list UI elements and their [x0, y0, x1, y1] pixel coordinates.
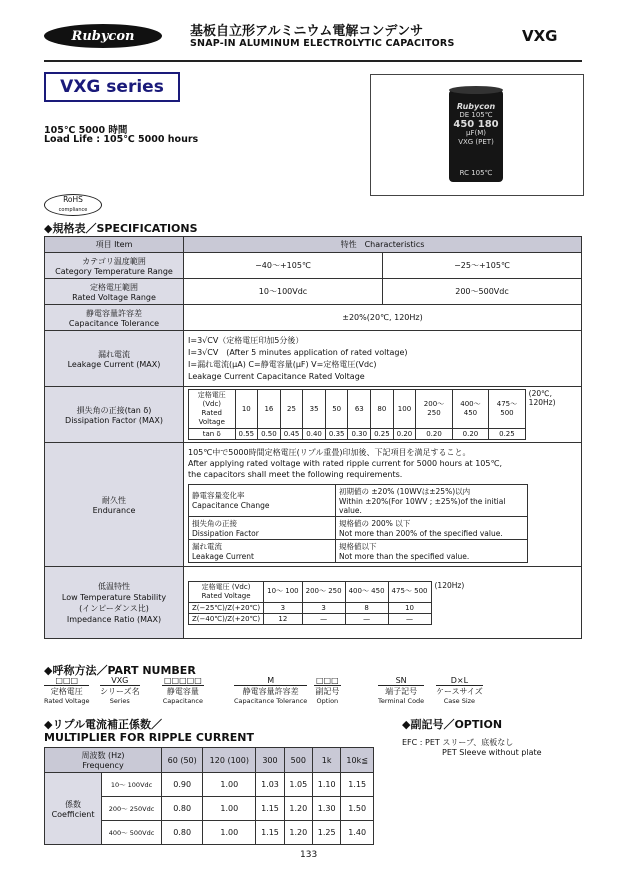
- endur-row: [189, 484, 528, 516]
- pn-code: VXG: [100, 676, 140, 686]
- cap-brand: Rubycon: [456, 102, 496, 111]
- pn-cell: [378, 676, 424, 705]
- ripple-value: 1.03: [256, 773, 284, 797]
- pn-code: □□□: [316, 676, 339, 685]
- endur-value-en: Not more than 200% of the specified value.: [339, 528, 503, 538]
- df-value: 0.35: [325, 429, 348, 440]
- row-tol-label: 静電容量許容差 Capacitance Tolerance: [45, 305, 184, 331]
- endur-item-jp: 静電容量変化率: [192, 491, 245, 500]
- lt-r2-value: —: [388, 613, 431, 624]
- cap-bottom: RC 105℃: [459, 169, 493, 177]
- endur-value-jp: 規格値以下: [339, 541, 377, 551]
- capacitor-top: [449, 86, 503, 94]
- endur-cell: [184, 443, 582, 567]
- load-life-en: Load Life : 105℃ 5000 hours: [44, 134, 199, 145]
- header-title-en: SNAP-IN ALUMINUM ELECTROLYTIC CAPACITORS: [190, 38, 455, 49]
- row-volt-label: 定格電圧範囲 Rated Voltage Range: [45, 279, 184, 305]
- pn-code: SN: [378, 676, 424, 686]
- ripple-value: 1.00: [203, 821, 256, 845]
- series-title: VXG series: [44, 72, 180, 102]
- row-df-label: 損失角の正接(tan δ) Dissipation Factor (MAX): [45, 387, 184, 443]
- lt-voltage: 475〜 500: [388, 581, 431, 602]
- lt-r2-label: Z(−40℃)/Z(+20℃): [189, 613, 264, 624]
- ripple-row: [45, 773, 374, 797]
- pn-code: □□□□□: [164, 676, 202, 685]
- lowtemp-cell: [184, 567, 582, 639]
- ripple-freq: 120 (100): [203, 748, 256, 773]
- df-voltage: 400〜 450: [452, 390, 488, 429]
- df-value: 0.20: [452, 429, 488, 440]
- lt-voltage: 10〜 100: [264, 581, 303, 602]
- ripple-range: 400〜 500Vdc: [102, 821, 162, 845]
- ripple-value: 1.15: [256, 797, 284, 821]
- ripple-title-1: ◆リプル電流補正係数／: [44, 718, 163, 731]
- temp-low: −40〜+105℃: [184, 253, 383, 279]
- ripple-freq: 300: [256, 748, 284, 773]
- endur-item-en: Leakage Current: [192, 551, 254, 561]
- lt-voltage: 200〜 250: [302, 581, 345, 602]
- cap-series: VXG (PET): [458, 138, 494, 146]
- ripple-value: 1.25: [312, 821, 340, 845]
- part-number-row: [44, 676, 484, 716]
- ripple-freq: 500: [284, 748, 312, 773]
- df-volt-label: 定格電圧 (Vdc) Rated Voltage: [189, 390, 236, 429]
- volt-low: 10〜100Vdc: [184, 279, 383, 305]
- ripple-value: 0.80: [162, 797, 203, 821]
- ripple-value: 1.30: [312, 797, 340, 821]
- df-value: 0.30: [348, 429, 371, 440]
- pn-cell: [314, 676, 341, 705]
- leak-value: I=3√CV（定格電圧印加5分後） I=3√CV (After 5 minutes application of rated voltage) I=漏れ電流(μA) C=静電容量(μF) V=定格電圧(Vdc) Leakage Current Capacitance Rated Voltage: [184, 331, 582, 387]
- df-voltage: 25: [280, 390, 303, 429]
- endur-value-en: Within ±20%(For 10WV ; ±25%)of the initial value.: [339, 496, 506, 515]
- ripple-title-2: MULTIPLIER FOR RIPPLE CURRENT: [44, 731, 255, 744]
- ripple-value: 0.90: [162, 773, 203, 797]
- ripple-freq: 10k≦: [341, 748, 374, 773]
- pn-cell: [44, 676, 89, 705]
- option-line-2: PET Sleeve without plate: [442, 748, 542, 757]
- endur-item-jp: 損失角の正接: [192, 518, 237, 528]
- df-voltage: 50: [325, 390, 348, 429]
- pn-label-en: Case Size: [443, 697, 476, 705]
- pn-label-jp: シリーズ名: [100, 687, 140, 696]
- tol-value: ±20%(20℃, 120Hz): [184, 305, 582, 331]
- lt-r1-value: 10: [388, 602, 431, 613]
- endur-item: [189, 484, 336, 516]
- df-tan-label: tan δ: [189, 429, 236, 440]
- option-line-1: EFC : PET スリーブ、底板なし: [402, 738, 514, 747]
- endur-table: [188, 484, 528, 563]
- option-block: [402, 716, 542, 757]
- header-divider: [44, 60, 582, 62]
- capacitor-image: [449, 90, 503, 182]
- endur-text: 105℃中で5000時間定格電圧(リプル重畳)印加後、下記項目を満足すること。 After applying rated voltage with rated ripple current for 5000 hours at 105℃, the capacitors shall meet the following requirements.: [188, 447, 502, 479]
- endur-value: [336, 484, 528, 516]
- lt-r1-label: Z(−25℃)/Z(+20℃): [189, 602, 264, 613]
- ripple-head-row: [45, 748, 374, 773]
- df-value: 0.55: [235, 429, 258, 440]
- temp-high: −25〜+105℃: [383, 253, 582, 279]
- ripple-freq-jp: 周波数 (Hz): [81, 751, 125, 760]
- spec-table: [44, 236, 582, 639]
- rohs-sub: compliance: [58, 207, 88, 213]
- endur-item: [189, 539, 336, 562]
- df-value: 0.45: [280, 429, 303, 440]
- ripple-table: [44, 747, 374, 845]
- ripple-freq: 1k: [312, 748, 340, 773]
- pn-label-jp: ケースサイズ: [436, 687, 483, 696]
- option-title: ◆副記号／OPTION: [402, 718, 503, 731]
- endur-value-jp: 規格値の 200% 以下: [339, 518, 411, 528]
- df-value: 0.50: [258, 429, 281, 440]
- pn-cell: [162, 676, 204, 705]
- ripple-value: 1.20: [284, 821, 312, 845]
- row-lowtemp-label: 低温特性 Low Temperature Stability (インピーダンス比) Impedance Ratio (MAX): [45, 567, 184, 639]
- pn-label-en: Series: [109, 697, 130, 705]
- df-voltage: 10: [235, 390, 258, 429]
- endur-item-jp: 漏れ電流: [192, 541, 222, 551]
- pn-cell: [234, 676, 307, 705]
- df-table: [188, 389, 526, 440]
- df-value: 0.25: [489, 429, 526, 440]
- pn-label-en: Terminal Code: [378, 697, 425, 705]
- lt-r2-value: 12: [264, 613, 303, 624]
- spec-head-char: 特性 Characteristics: [184, 237, 582, 253]
- ripple-value: 0.80: [162, 821, 203, 845]
- ripple-freq: 60 (50): [162, 748, 203, 773]
- ripple-freq-label: [45, 748, 162, 773]
- pn-title: ◆呼称方法／PART NUMBER: [44, 664, 196, 677]
- df-voltage: 35: [303, 390, 326, 429]
- df-voltage: 16: [258, 390, 281, 429]
- df-value: 0.20: [416, 429, 452, 440]
- ripple-coef-en: Coefficient: [51, 809, 95, 819]
- df-voltage: 100: [393, 390, 416, 429]
- endur-value: [336, 516, 528, 539]
- df-voltage: 80: [371, 390, 394, 429]
- load-life-jp: 105℃ 5000 時間: [44, 125, 128, 136]
- row-leak-label: 漏れ電流 Leakage Current (MAX): [45, 331, 184, 387]
- header-series-code: VXG: [522, 27, 558, 45]
- pn-label-jp: 定格電圧: [50, 687, 83, 696]
- pn-label-jp: 端子記号: [385, 687, 418, 696]
- endur-item-en: Capacitance Change: [192, 501, 270, 510]
- ripple-coef-jp: 係数: [65, 799, 81, 809]
- cap-rating: 450 180: [453, 119, 499, 130]
- df-voltage: 475〜 500: [489, 390, 526, 429]
- lowtemp-note: (120Hz): [434, 580, 465, 590]
- df-voltage: 200〜 250: [416, 390, 452, 429]
- ripple-value: 1.50: [341, 797, 374, 821]
- pn-label-en: Capacitance: [162, 697, 204, 705]
- pn-label-en: Option: [316, 697, 339, 705]
- ripple-value: 1.20: [284, 797, 312, 821]
- row-endur-label: 耐久性 Endurance: [45, 443, 184, 567]
- lt-r1-value: 8: [345, 602, 388, 613]
- pn-label-jp: 静電容量: [166, 687, 199, 696]
- rohs-label: RoHS: [63, 195, 83, 204]
- pn-label-en: Rated Voltage: [44, 697, 90, 705]
- cap-temp: DE 105℃: [459, 111, 493, 119]
- ripple-range: 200〜 250Vdc: [102, 797, 162, 821]
- endur-value-jp: 初期値の ±20% (10WVは±25%)以内: [339, 486, 471, 496]
- cap-unit: μF(M): [466, 129, 486, 137]
- pn-label-jp: 静電容量許容差: [242, 687, 299, 696]
- lowtemp-table: [188, 581, 432, 625]
- df-voltage: 63: [348, 390, 371, 429]
- df-note: (20℃, 120Hz): [528, 389, 556, 407]
- df-value: 0.40: [303, 429, 326, 440]
- lt-r2-value: —: [302, 613, 345, 624]
- volt-high: 200〜500Vdc: [383, 279, 582, 305]
- endur-value-en: Not more than the specified value.: [339, 551, 470, 561]
- ripple-value: 1.15: [341, 773, 374, 797]
- endur-item-en: Dissipation Factor: [192, 528, 259, 538]
- df-value: 0.25: [371, 429, 394, 440]
- pn-code: D×L: [436, 676, 483, 686]
- ripple-value: 1.00: [203, 797, 256, 821]
- pn-label-en: Capacitance Tolerance: [234, 697, 308, 705]
- ripple-value: 1.00: [203, 773, 256, 797]
- df-cell: [184, 387, 582, 443]
- row-temp-label: カテゴリ温度範囲 Category Temperature Range: [45, 253, 184, 279]
- ripple-value: 1.05: [284, 773, 312, 797]
- pn-cell: [100, 676, 140, 705]
- pn-label-jp: 副記号: [315, 687, 340, 696]
- spec-head-item: 項目 Item: [45, 237, 184, 253]
- ripple-value: 1.10: [312, 773, 340, 797]
- header-title-jp: 基板自立形アルミニウム電解コンデンサ: [190, 24, 424, 39]
- lt-r1-value: 3: [264, 602, 303, 613]
- endur-item: [189, 516, 336, 539]
- ripple-range: 10〜 100Vdc: [102, 773, 162, 797]
- endur-value: [336, 539, 528, 562]
- df-value: 0.20: [393, 429, 416, 440]
- pn-code: □□□: [44, 676, 89, 686]
- ripple-value: 1.40: [341, 821, 374, 845]
- endur-row: [189, 516, 528, 539]
- rohs-badge: [44, 194, 102, 216]
- pn-code: M: [234, 676, 307, 686]
- page-number: 133: [300, 850, 318, 860]
- pn-cell: [436, 676, 483, 705]
- lt-volt-label: 定格電圧 (Vdc) Rated Voltage: [189, 581, 264, 602]
- lt-r1-value: 3: [302, 602, 345, 613]
- rubycon-logo: Rubycon: [44, 24, 162, 48]
- endur-row: [189, 539, 528, 562]
- ripple-freq-en: Frequency: [82, 761, 124, 770]
- lt-r2-value: —: [345, 613, 388, 624]
- lt-voltage: 400〜 450: [345, 581, 388, 602]
- ripple-value: 1.15: [256, 821, 284, 845]
- spec-title: ◆規格表／SPECIFICATIONS: [44, 222, 198, 235]
- ripple-coef-label: [45, 773, 102, 845]
